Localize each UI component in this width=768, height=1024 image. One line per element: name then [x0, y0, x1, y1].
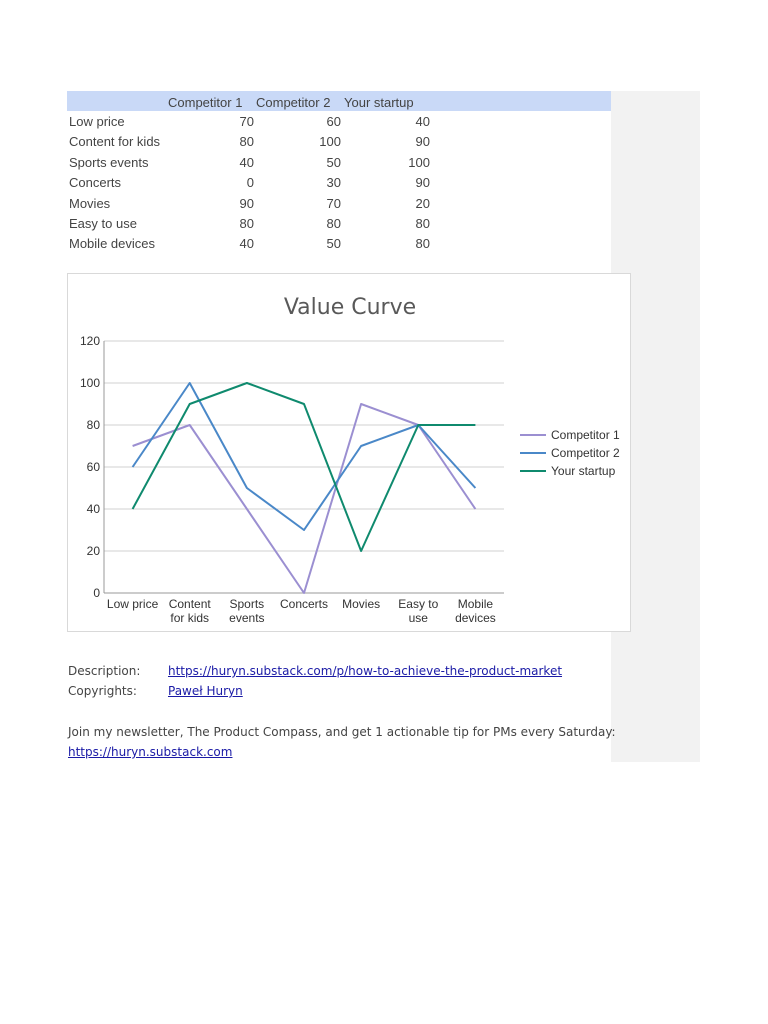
table-row	[67, 112, 611, 132]
x-tick-label: Easy to	[398, 597, 439, 611]
table-cell[interactable]: 40	[415, 114, 430, 129]
table-cell[interactable]: 0	[246, 175, 254, 190]
table-header-band	[67, 91, 611, 111]
legend-entry: Your startup	[551, 464, 616, 478]
legend-entry: Competitor 2	[551, 446, 620, 460]
table-cell[interactable]: 100	[408, 155, 430, 170]
y-tick-label: 80	[86, 418, 100, 432]
table-cell[interactable]: 80	[239, 216, 254, 231]
table-cell[interactable]: 80	[415, 236, 430, 251]
x-tick-label: devices	[455, 611, 496, 625]
table-row	[67, 234, 611, 254]
row-label[interactable]: Concerts	[69, 175, 122, 190]
y-tick-label: 60	[86, 460, 100, 474]
table-cell[interactable]: 60	[326, 114, 341, 129]
value-curve-chart[interactable]	[67, 273, 631, 632]
table-cell[interactable]: 70	[239, 114, 254, 129]
row-label[interactable]: Low price	[69, 114, 125, 129]
table-row	[67, 132, 611, 152]
table-row	[67, 153, 611, 173]
y-tick-label: 0	[93, 586, 100, 600]
chart-canvas	[68, 274, 632, 633]
y-tick-label: 40	[86, 502, 100, 516]
y-tick-label: 100	[79, 376, 100, 390]
legend-entry: Competitor 1	[551, 428, 620, 442]
table-row	[67, 194, 611, 214]
x-tick-label: events	[229, 611, 265, 625]
copyrights-link[interactable]: Paweł Huryn	[168, 684, 243, 698]
newsletter-link[interactable]: https://huryn.substack.com	[68, 745, 233, 759]
table-cell[interactable]: 50	[326, 236, 341, 251]
table-cell[interactable]: 70	[326, 196, 341, 211]
table-row	[67, 214, 611, 234]
x-tick-label: Low price	[106, 597, 159, 611]
table-cell[interactable]: 90	[239, 196, 254, 211]
description-link[interactable]: https://huryn.substack.com/p/how-to-achieve-the-product-market	[168, 664, 563, 678]
table-cell[interactable]: 20	[415, 196, 430, 211]
x-tick-label: Concerts	[279, 597, 329, 611]
x-tick-label: Content	[168, 597, 211, 611]
x-tick-label: Movies	[342, 597, 381, 611]
column-header-your-startup[interactable]: Your startup	[344, 95, 414, 110]
table-cell[interactable]: 100	[319, 134, 341, 149]
chart-title: Value Curve	[283, 295, 417, 320]
x-tick-label: Sports	[229, 597, 265, 611]
row-label[interactable]: Mobile devices	[69, 236, 155, 251]
table-cell[interactable]: 40	[239, 236, 254, 251]
row-label[interactable]: Sports events	[69, 155, 149, 170]
description-label: Description:	[68, 664, 141, 678]
table-cell[interactable]: 50	[326, 155, 341, 170]
column-header-competitor-2[interactable]: Competitor 2	[256, 95, 331, 110]
y-tick-label: 120	[79, 334, 100, 348]
table-cell[interactable]: 40	[239, 155, 254, 170]
table-cell[interactable]: 90	[415, 134, 430, 149]
x-tick-label: for kids	[170, 611, 210, 625]
table-cell[interactable]: 80	[415, 216, 430, 231]
y-tick-label: 20	[86, 544, 100, 558]
column-header-competitor-1[interactable]: Competitor 1	[168, 95, 243, 110]
table-cell[interactable]: 80	[239, 134, 254, 149]
row-label[interactable]: Movies	[69, 196, 111, 211]
row-label[interactable]: Easy to use	[69, 216, 137, 231]
row-label[interactable]: Content for kids	[69, 134, 161, 149]
table-cell[interactable]: 80	[326, 216, 341, 231]
x-tick-label: use	[408, 611, 428, 625]
copyrights-label: Copyrights:	[68, 684, 137, 698]
table-cell[interactable]: 30	[326, 175, 341, 190]
newsletter-text: Join my newsletter, The Product Compass, and get 1 actionable tip for PMs every Saturday:	[68, 725, 616, 739]
table-cell[interactable]: 90	[415, 175, 430, 190]
x-tick-label: Mobile	[457, 597, 494, 611]
table-row	[67, 173, 611, 193]
